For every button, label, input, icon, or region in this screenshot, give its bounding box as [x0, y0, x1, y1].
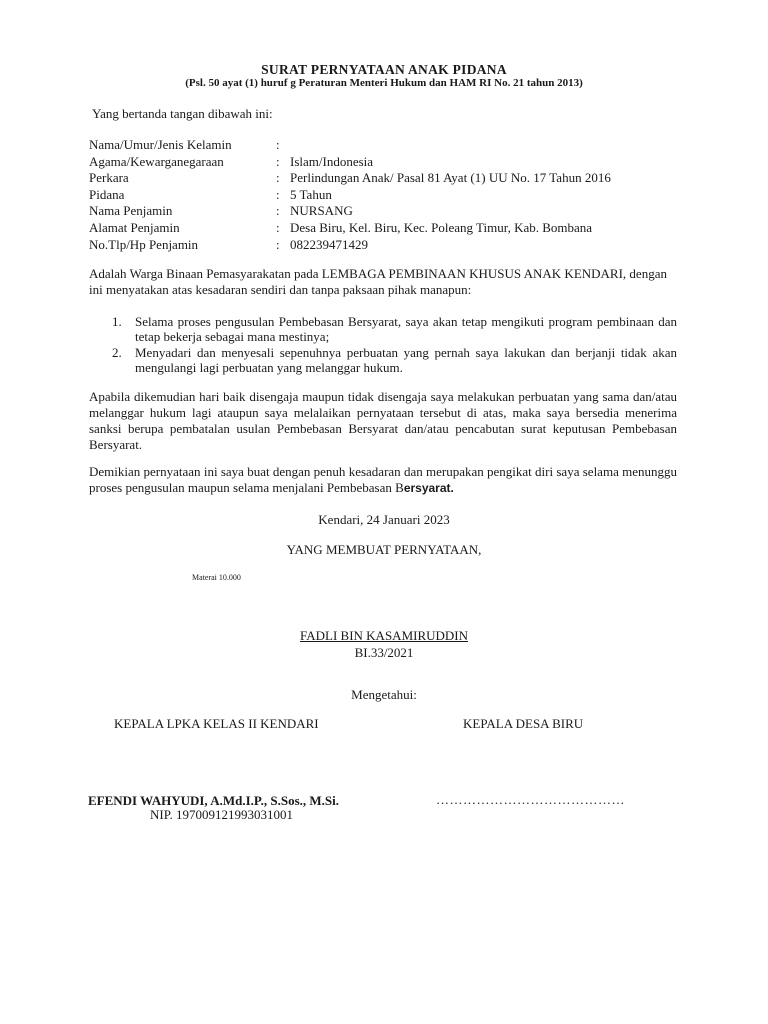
field-row-sentence — [89, 187, 689, 204]
list-text: Selama proses pengusulan Pembebasan Bersyarat, saya akan tetap mengikuti program pembinaan dan tetap bekerja sebagai mana mestinya; — [135, 314, 677, 344]
field-colon: : — [276, 219, 280, 235]
field-value: Desa Biru, Kel. Biru, Kec. Poleang Timur, Kab. Bombana — [290, 219, 593, 235]
statement-list — [112, 314, 677, 376]
field-value: Islam/Indonesia — [290, 153, 374, 169]
statement-paragraph: Adalah Warga Binaan Pemasyarakatan pada LEMBAGA PEMBINAAN KHUSUS ANAK KENDARI, dengan ini menyatakan atas kesadaran sendiri dan tanpa paksaan pihak manapun: — [89, 266, 667, 297]
signature-line: …………………………………… — [436, 792, 625, 807]
official-name: EFENDI WAHYUDI, A.Md.I.P., S.Sos., M.Si. — [88, 793, 340, 808]
field-label: No.Tlp/Hp Penjamin — [89, 236, 199, 252]
field-value: NURSANG — [290, 203, 353, 219]
intro-text: Yang bertanda tangan dibawah ini: — [92, 106, 273, 121]
signer-name-block — [0, 628, 768, 644]
field-row-guarantor-address — [89, 220, 689, 237]
list-item — [112, 314, 677, 344]
identity-fields — [89, 137, 689, 253]
field-value: 5 Tahun — [290, 186, 332, 202]
maker-label: YANG MEMBUAT PERNYATAAN, — [286, 542, 482, 557]
closing-text: Demikian pernyataan ini saya buat dengan penuh kesadaran dan merupakan pengikat diri saya selama menunggu proses pengusulan maupun selama menjalani Pembebasan B — [89, 464, 677, 495]
field-label: Pidana — [89, 186, 125, 202]
list-item — [112, 345, 677, 375]
field-row-guarantor-phone — [89, 237, 689, 254]
field-colon: : — [276, 137, 280, 152]
signer-id: BI.33/2021 — [354, 645, 414, 660]
field-value: Perlindungan Anak/ Pasal 81 Ayat (1) UU No. 17 Tahun 2016 — [290, 170, 611, 186]
field-label: Nama/Umur/Jenis Kelamin — [89, 137, 232, 152]
field-colon: : — [276, 170, 280, 186]
closing-paragraph — [89, 464, 677, 496]
field-row-religion — [89, 154, 689, 171]
official-nip: NIP. 197009121993031001 — [150, 807, 294, 822]
place-date: Kendari, 24 Januari 2023 — [318, 512, 450, 527]
signer-name: FADLI BIN KASAMIRUDDIN — [299, 628, 469, 643]
field-row-case — [89, 170, 689, 187]
field-colon: : — [276, 186, 280, 202]
closing-emphasis: ersyarat. — [403, 481, 454, 495]
document-subtitle: (Psl. 50 ayat (1) huruf g Peraturan Menteri Hukum dan HAM RI No. 21 tahun 2013) — [185, 77, 583, 89]
head-lpka-title: KEPALA LPKA KELAS II KENDARI — [114, 716, 319, 731]
field-row-name — [89, 137, 689, 154]
field-row-guarantor — [89, 203, 689, 220]
field-label: Alamat Penjamin — [89, 219, 180, 235]
stamp-duty-note: Materai 10.000 — [192, 573, 241, 582]
acknowledge-label: Mengetahui: — [351, 687, 417, 702]
head-desa-title: KEPALA DESA BIRU — [463, 716, 584, 731]
field-colon: : — [276, 203, 280, 219]
document-title: SURAT PERNYATAAN ANAK PIDANA — [261, 62, 507, 77]
list-text: Menyadari dan menyesali sepenuhnya perbuatan yang pernah saya lakukan dan berjanji tidak akan mengulangi lagi perbuatan yang melanggar hukum. — [135, 345, 677, 375]
list-number: 1. — [112, 314, 122, 329]
field-colon: : — [276, 236, 280, 252]
field-label: Agama/Kewarganegaraan — [89, 153, 224, 169]
field-label: Nama Penjamin — [89, 203, 173, 219]
field-value: 082239471429 — [290, 236, 368, 252]
field-label: Perkara — [89, 170, 129, 186]
field-colon: : — [276, 153, 280, 169]
sanction-paragraph: Apabila dikemudian hari baik disengaja maupun tidak disengaja saya melakukan perbuatan yang sama dan/atau melanggar hukum lagi ataupun saya melalaikan pernyataan tersebut di atas, maka saya bersedia menerima sanksi berupa pembatalan usulan Pembebasan Bersyarat dan/atau pencabutan surat keputusan Pembebasan Bersyarat. — [89, 389, 677, 452]
list-number: 2. — [112, 345, 122, 360]
